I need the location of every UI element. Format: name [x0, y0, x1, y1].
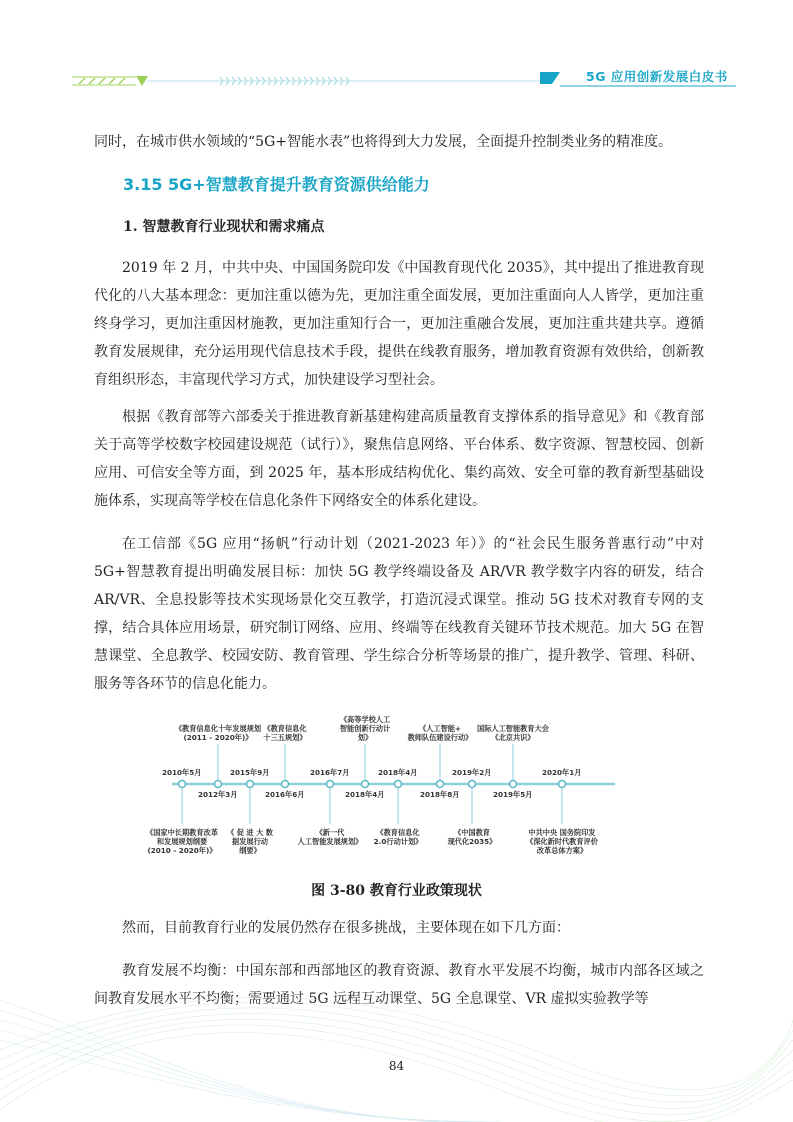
timeline-event-label: 《教育信息化十年发展规划 (2011 - 2020年)》 — [174, 724, 262, 742]
timeline-node — [395, 781, 402, 788]
background-waves — [0, 960, 793, 1122]
timeline-date: 2018年4月 — [345, 790, 385, 799]
timeline-date: 2016年6月 — [265, 790, 305, 799]
timeline-date: 2018年4月 — [378, 768, 418, 777]
timeline-node — [559, 781, 566, 788]
timeline-event-label: 《中国教育 现代化2035》 — [447, 828, 497, 846]
page-number: 84 — [388, 1059, 405, 1073]
timeline-date: 2019年5月 — [493, 790, 533, 799]
timeline-node — [282, 781, 289, 788]
timeline-event-label: 《新一代 人工智能发展规划》 — [297, 828, 363, 846]
timeline-node — [437, 781, 444, 788]
policy-timeline-figure — [146, 714, 630, 855]
timeline-event-label: 国际人工智能教育大会 《北京共识》 — [477, 724, 549, 742]
header-accent-block — [540, 72, 560, 84]
timeline-date: 2016年7月 — [310, 768, 350, 777]
header-title: 5G 应用创新发展白皮书 — [586, 69, 728, 84]
timeline-event-label: 《教育信息化 十三五规划》 — [263, 724, 307, 742]
header-decoration — [0, 0, 793, 100]
timeline-node — [247, 781, 254, 788]
subheading: 1. 智慧教育行业现状和需求痛点 — [123, 219, 325, 235]
timeline-node — [469, 781, 476, 788]
timeline-date: 2018年8月 — [420, 790, 460, 799]
header-green-triangle — [136, 76, 148, 86]
timeline-event-label: 《国家中长期教育改革 和发展规划纲要 (2010 - 2020年)》 — [146, 828, 218, 855]
paragraph-1: 2019 年 2 月，中共中央、中国国务院印发《中国教育现代化 2035》，其中提出了推进教育现代化的八大基本理念：更加注重以德为先，更加注重全面发展，更加注重面向人人皆学，更加注重终身学习，更加注重因材施教，更加注重知行合一，更加注重融合发展，更加注重共建共享。遵循教育发展规律，充分运用现代信息技术手段，提供在线教育服务，增加教育资源有效供给，创新教育组织形态，丰富现代学习方式，加快建设学习型社会。 — [94, 260, 704, 388]
page-header — [0, 0, 793, 100]
timeline-node — [179, 781, 186, 788]
section-heading: 3.15 5G+智慧教育提升教育资源供给能力 — [123, 175, 430, 194]
timeline-date: 2020年1月 — [542, 768, 582, 777]
timeline-date: 2012年3月 — [198, 790, 238, 799]
timeline-node — [327, 781, 334, 788]
timeline-node — [510, 781, 517, 788]
timeline-date: 2015年9月 — [230, 768, 270, 777]
paragraph-challenges-intro: 然而，目前教育行业的发展仍然存在很多挑战，主要体现在如下几方面： — [122, 920, 570, 936]
timeline-date: 2010年5月 — [162, 768, 202, 777]
intro-paragraph: 同时，在城市供水领域的“5G+智能水表”也将得到大力发展，全面提升控制类业务的精准度。 — [94, 134, 673, 150]
timeline-event-label: 《高等学校人工 智能创新行动计 划》 — [339, 715, 391, 742]
figure-caption: 图 3-80 教育行业政策现状 — [311, 883, 482, 899]
timeline-event-label: 《人工智能+ 教师队伍建设行动》 — [407, 724, 473, 742]
timeline-event-label: 《教育信息化 2.0行动计划》 — [373, 828, 423, 846]
timeline-node — [362, 781, 369, 788]
paragraph-imbalance: 教育发展不均衡：中国东部和西部地区的教育资源、教育水平发展不均衡，城市内部各区域之间教育发展水平不均衡；需要通过 5G 远程互动课堂、5G 全息课堂、VR 虚拟实验教学等 — [94, 963, 704, 1007]
timeline-event-label: 《 促 进 大 数 据发展行动 纲要》 — [227, 828, 273, 855]
timeline-event-label: 中共中央 国务院印发 《深化新时代教育评价 改革总体方案》 — [526, 828, 598, 855]
paragraph-2: 根据《教育部等六部委关于推进教育新基建构建高质量教育支撑体系的指导意见》和《教育部关于高等学校数字校园建设规范（试行）》，聚焦信息网络、平台体系、数字资源、智慧校园、创新应用、可信安全等方面，到 2025 年，基本形成结构优化、集约高效、安全可靠的教育新型基础设施体系，实现高等学校在信息化条件下网络安全的体系化建设。 — [94, 409, 704, 509]
paragraph-3: 在工信部《5G 应用“扬帆”行动计划（2021-2023 年）》的“社会民生服务普惠行动”中对 5G+智慧教育提出明确发展目标：加快 5G 教学终端设备及 AR/VR 教学数字内容的研发，结合 AR/VR、全息投影等技术实现场景化交互教学，打造沉浸式课堂。推动 5G 技术对教育专网的支撑，结合具体应用场景，研究制订网络、应用、终端等在线教育关键环节技术规范。加大 5G 在智慧课堂、全息教学、校园安防、教育管理、学生综合分析等场景的推广，提升教学、管理、科研、服务等各环节的信息化能力。 — [94, 536, 704, 692]
timeline-date: 2019年2月 — [452, 768, 492, 777]
header-green-slashes — [78, 78, 126, 84]
timeline-node — [215, 781, 222, 788]
